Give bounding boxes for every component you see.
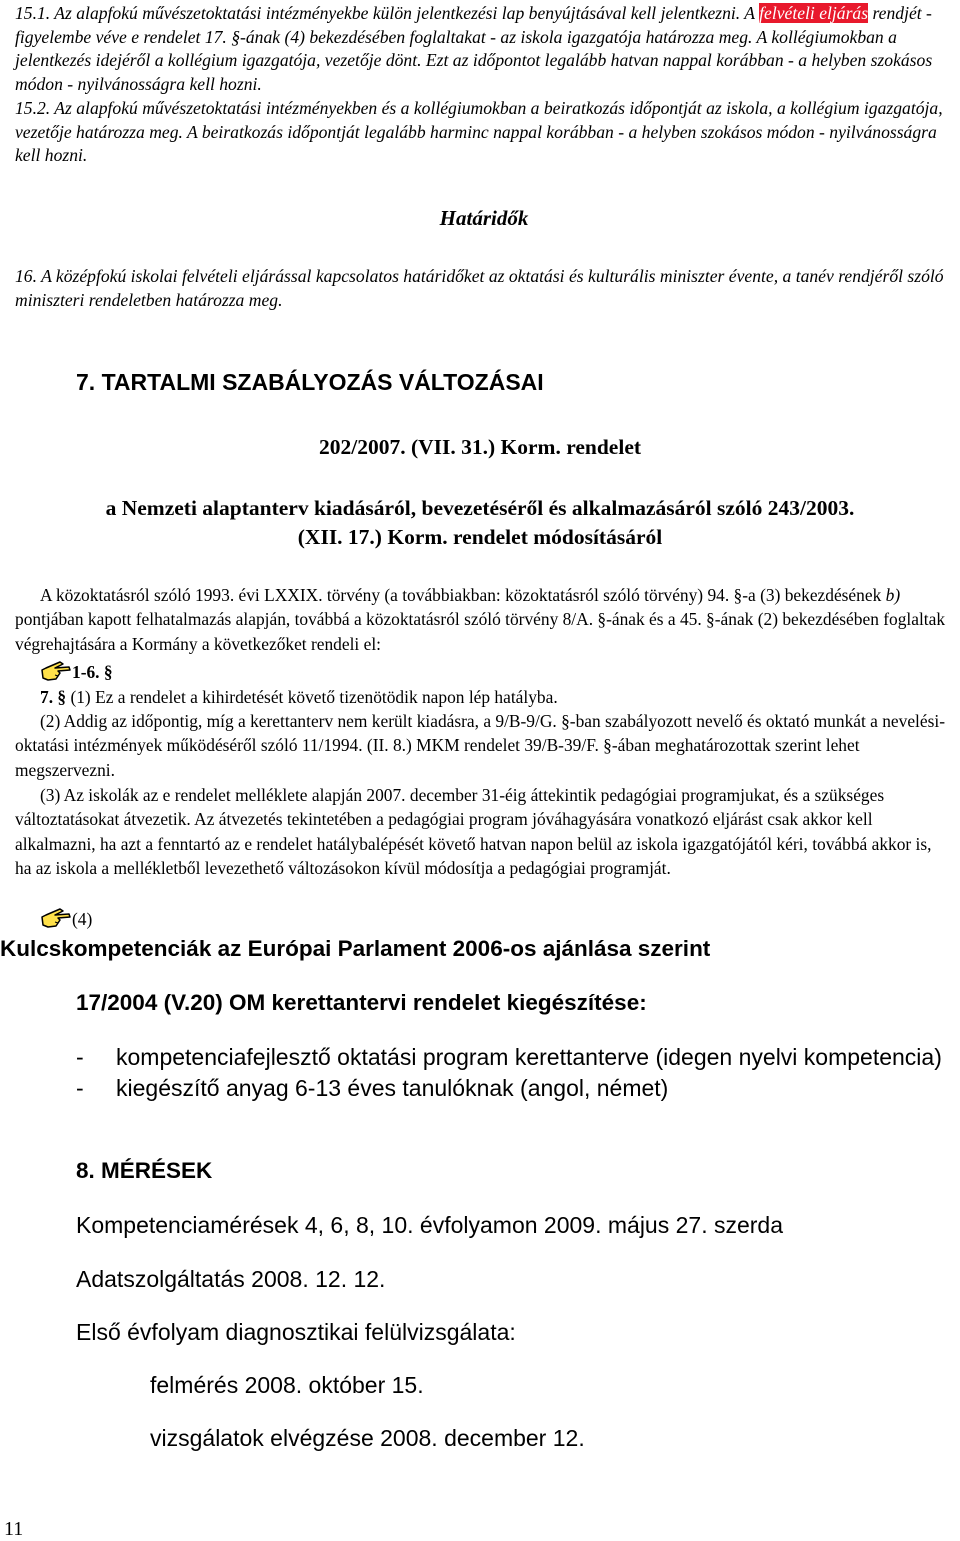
paragraph-7-2-text: (2) Addig az időpontig, míg a kerettanterv nem került kiadásra, a 9/B-9/G. §-ban szabályozott nevelő és oktató munkát a nevelési-oktatási intézmények működéséről szóló 11/1994. (II. 8.) MKM rendelet 39/B-39/F. §-ában meghatározottak szerint lehet megszervezni. (15, 711, 946, 780)
page-number: 11 (4, 1518, 24, 1540)
preamble-text-a: A közoktatásról szóló 1993. évi LXXIX. törvény (a továbbiakban: közoktatásról szóló törvény) 94. §-a (3) bekezdésének (40, 585, 886, 605)
list-item (76, 1073, 960, 1104)
bullet-text: kompetenciafejlesztő oktatási program kerettanterve (idegen nyelvi kompetencia) (116, 1044, 942, 1070)
section-8-title: 8. MÉRÉSEK (76, 1158, 213, 1183)
bullet-dash: - (76, 1075, 84, 1101)
paragraph-15-1 (15, 2, 946, 96)
decree-number: 202/2007. (VII. 31.) Korm. rendelet (318, 435, 642, 459)
om-decree-title: 17/2004 (V.20) OM kerettantervi rendelet kiegészítése: (76, 990, 647, 1015)
felmeres-line: felmérés 2008. október 15. (150, 1372, 424, 1398)
paragraph-4-label: (4) (72, 909, 93, 930)
adatszolgaltatas-line: Adatszolgáltatás 2008. 12. 12. (76, 1266, 386, 1292)
bullet-list (76, 1042, 960, 1104)
vizsgalatok-line: vizsgálatok elvégzése 2008. december 12. (150, 1425, 585, 1451)
pointing-hand-icon[interactable] (40, 907, 72, 935)
decree-subject-line-1: a Nemzeti alaptanterv kiadásáról, bevezetéséről és alkalmazásáról szóló 243/2003. (105, 496, 855, 520)
paragraph-1-6-label: 1-6. § (72, 662, 113, 683)
p15-1-text-a: 15.1. Az alapfokú művészetoktatási intézményekbe külön jelentkezési lap benyújtásával kell jelentkezni. A (15, 3, 760, 23)
p15-1-text-b: rendjét - figyelembe véve e rendelet 17. §-ának (4) bekezdésében foglaltakat - az iskola igazgatója határozza meg. A kollégiumokban a jelentkezés idejéről a kollégium igazgatója, vezetője dönt. Ezt az időpontot legalább hatvan nappal korábban - a helyben szokásos módon - nyilvánosságra kell hozni. (15, 3, 933, 94)
kulcskompetenciak-title: Kulcskompetenciák az Európai Parlament 2006-os ajánlása szerint (0, 936, 711, 961)
paragraph-7-3 (15, 783, 946, 880)
section-heading-hataridok: Határidők (439, 206, 529, 230)
bullet-dash: - (76, 1044, 84, 1070)
kompetenciamerések-line: Kompetenciamérések 4, 6, 8, 10. évfolyamon 2009. május 27. szerda (76, 1212, 784, 1238)
paragraph-7-2 (15, 709, 946, 782)
paragraph-4 (40, 907, 946, 935)
section-7-title: 7. TARTALMI SZABÁLYOZÁS VÁLTOZÁSAI (76, 369, 544, 395)
paragraph-7-number: 7. § (40, 687, 67, 707)
paragraph-15-2: 15.2. Az alapfokú művészetoktatási intézményekben és a kollégiumokban a beiratkozás időpontját az iskola, a kollégium igazgatója, vezetője határozza meg. A beiratkozás időpontját legalább harminc nappal korábban - a helyben szokásos módon - nyilvánosságra kell hozni. (15, 98, 943, 166)
paragraph-16: 16. A középfokú iskolai felvételi eljárással kapcsolatos határidőket az oktatási és kulturális miniszter évente, a tanév rendjéről szóló miniszteri rendeletben határozza meg. (15, 266, 944, 310)
preamble (15, 583, 946, 656)
paragraph-7-3-text: (3) Az iskolák az e rendelet melléklete alapján 2007. december 31-éig áttekintik pedagógiai programjukat, és a szükséges változtatásokat átvezetik. Az átvezetés tekintetében a pedagógiai program jóváhagyására vonatkozó eljárást csak akkor kell alkalmazni, ha azt a fenntartó az e rendelet hatálybalépését követő hatvan napon belül az iskola igazgatójától kéri, továbbá akkor is, ha az iskola a mellékletből levezethető változásokon kívül módosítja a pedagógiai programját. (15, 785, 932, 878)
highlighted-term: felvételi eljárás (759, 3, 869, 23)
bullet-text: kiegészítő anyag 6-13 éves tanulóknak (angol, német) (116, 1075, 669, 1101)
paragraph-7-1-text: (1) Ez a rendelet a kihirdetését követő tizenötödik napon lép hatályba. (66, 687, 558, 707)
elso-evfolyam-line: Első évfolyam diagnosztikai felülvizsgálata: (76, 1319, 516, 1345)
list-item (76, 1042, 960, 1073)
preamble-text-c: pontjában kapott felhatalmazás alapján, továbbá a közoktatásról szóló törvény 8/A. §-ának és a 45. §-ának (2) bekezdésében foglaltak végrehajtására a Kormány a következőket rendeli el: (15, 609, 946, 654)
paragraph-7-1 (40, 685, 946, 709)
preamble-text-b: b) (885, 585, 901, 605)
decree-subject-line-2: (XII. 17.) Korm. rendelet módosításáról (297, 525, 663, 549)
